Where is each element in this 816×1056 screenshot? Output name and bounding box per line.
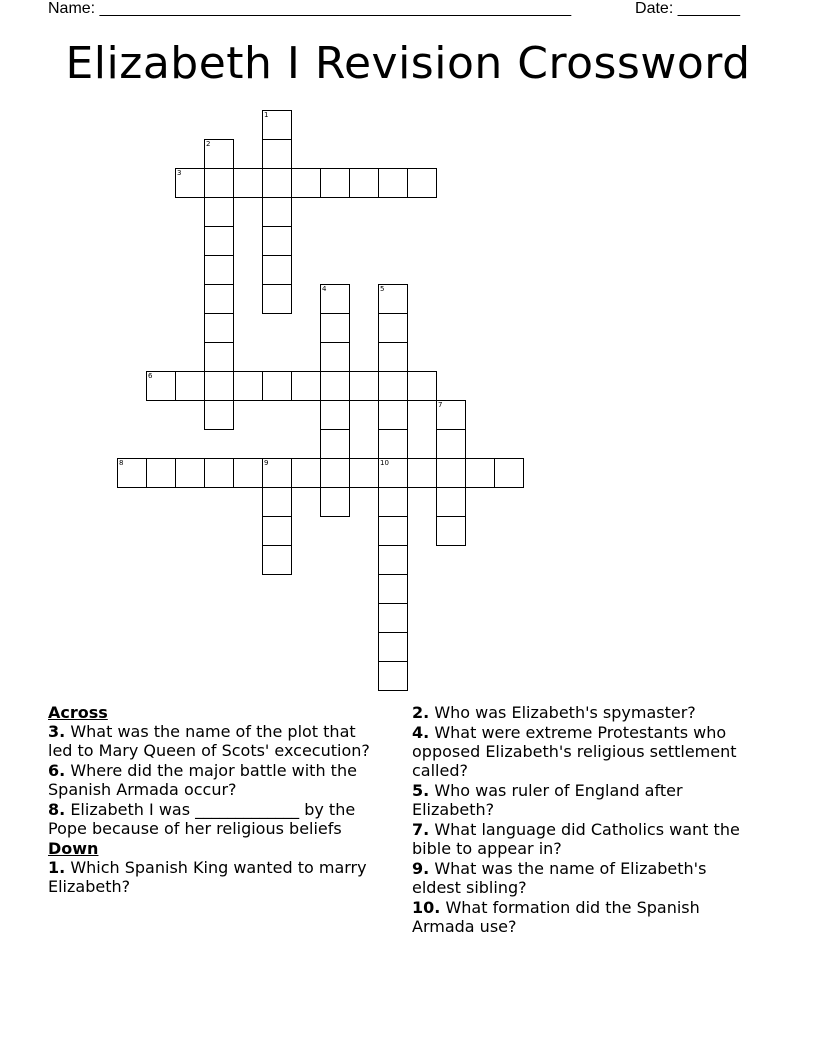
crossword-cell[interactable]	[320, 371, 350, 401]
crossword-cell[interactable]	[233, 458, 263, 488]
crossword-cell[interactable]	[233, 371, 263, 401]
crossword-cell[interactable]	[204, 284, 234, 314]
cell-number: 3	[177, 169, 182, 177]
crossword-cell[interactable]	[378, 400, 408, 430]
crossword-cell[interactable]	[494, 458, 524, 488]
clue-number: 8.	[48, 800, 66, 819]
cell-number: 4	[322, 285, 327, 293]
crossword-cell[interactable]	[262, 545, 292, 575]
clue-down-5	[412, 781, 757, 819]
crossword-cell[interactable]	[175, 458, 205, 488]
crossword-cell[interactable]	[204, 226, 234, 256]
crossword-cell[interactable]	[204, 458, 234, 488]
crossword-cell[interactable]	[320, 400, 350, 430]
crossword-cell[interactable]	[320, 429, 350, 459]
crossword-cell[interactable]	[378, 429, 408, 459]
crossword-cell[interactable]	[262, 139, 292, 169]
clue-down-4	[412, 723, 757, 780]
clue-text: What language did Catholics want the bible to appear in?	[412, 820, 740, 858]
clues-right-column	[412, 703, 757, 937]
across-heading: Across	[48, 703, 108, 722]
crossword-cell[interactable]	[262, 226, 292, 256]
cell-number: 8	[119, 459, 124, 467]
crossword-cell[interactable]	[146, 371, 176, 401]
crossword-cell[interactable]	[233, 168, 263, 198]
clue-number: 1.	[48, 858, 66, 877]
crossword-cell[interactable]	[436, 487, 466, 517]
crossword-cell[interactable]	[378, 603, 408, 633]
clue-text: Where did the major battle with the Spanish Armada occur?	[48, 761, 357, 799]
crossword-cell[interactable]	[204, 139, 234, 169]
crossword-cell[interactable]	[407, 371, 437, 401]
crossword-cell[interactable]	[204, 400, 234, 430]
clue-across-8	[48, 800, 383, 838]
crossword-cell[interactable]	[378, 168, 408, 198]
crossword-cell[interactable]	[349, 168, 379, 198]
crossword-cell[interactable]	[378, 632, 408, 662]
crossword-cell[interactable]	[320, 168, 350, 198]
clue-number: 10.	[412, 898, 441, 917]
crossword-cell[interactable]	[320, 342, 350, 372]
clue-text: What was the name of the plot that led to Mary Queen of Scots' excecution?	[48, 722, 370, 760]
crossword-cell[interactable]	[291, 168, 321, 198]
cell-number: 10	[380, 459, 389, 467]
clue-down-9	[412, 859, 757, 897]
name-field[interactable]: Name: _____________________________________________________	[48, 0, 572, 17]
cell-number: 7	[438, 401, 443, 409]
crossword-cell[interactable]	[436, 516, 466, 546]
crossword-cell[interactable]	[378, 284, 408, 314]
crossword-cell[interactable]	[349, 458, 379, 488]
clue-text: Which Spanish King wanted to marry Elizabeth?	[48, 858, 367, 896]
clue-down-2	[412, 703, 757, 722]
crossword-cell[interactable]	[204, 255, 234, 285]
crossword-cell[interactable]	[262, 284, 292, 314]
clues-left-column	[48, 703, 383, 897]
crossword-cell[interactable]	[204, 371, 234, 401]
date-field[interactable]: Date: _______	[635, 0, 740, 17]
crossword-cell[interactable]	[378, 342, 408, 372]
cell-number: 2	[206, 140, 211, 148]
crossword-cell[interactable]	[262, 516, 292, 546]
crossword-cell[interactable]	[378, 516, 408, 546]
crossword-cell[interactable]	[436, 400, 466, 430]
crossword-cell[interactable]	[291, 458, 321, 488]
clue-number: 4.	[412, 723, 430, 742]
clue-number: 3.	[48, 722, 66, 741]
down-heading: Down	[48, 839, 99, 858]
crossword-cell[interactable]	[262, 487, 292, 517]
crossword-cell[interactable]	[262, 168, 292, 198]
cell-number: 5	[380, 285, 385, 293]
crossword-cell[interactable]	[465, 458, 495, 488]
crossword-cell[interactable]	[204, 197, 234, 227]
cell-number: 1	[264, 111, 269, 119]
crossword-cell[interactable]	[262, 371, 292, 401]
crossword-cell[interactable]	[291, 371, 321, 401]
crossword-cell[interactable]	[378, 313, 408, 343]
clue-down-1	[48, 858, 383, 896]
clue-text: Who was ruler of England after Elizabeth?	[412, 781, 683, 819]
clue-text: What was the name of Elizabeth's eldest sibling?	[412, 859, 707, 897]
crossword-cell[interactable]	[262, 110, 292, 140]
clue-number: 7.	[412, 820, 430, 839]
crossword-cell[interactable]	[262, 255, 292, 285]
crossword-cell[interactable]	[436, 458, 466, 488]
crossword-cell[interactable]	[320, 487, 350, 517]
crossword-cell[interactable]	[320, 284, 350, 314]
clue-number: 6.	[48, 761, 66, 780]
crossword-cell[interactable]	[204, 313, 234, 343]
crossword-cell[interactable]	[320, 313, 350, 343]
cell-number: 6	[148, 372, 153, 380]
crossword-cell[interactable]	[378, 371, 408, 401]
clue-number: 2.	[412, 703, 430, 722]
cell-number: 9	[264, 459, 269, 467]
crossword-cell[interactable]	[378, 545, 408, 575]
clue-down-7	[412, 820, 757, 858]
crossword-cell[interactable]	[175, 371, 205, 401]
crossword-cell[interactable]	[117, 458, 147, 488]
clue-text: What were extreme Protestants who opposed Elizabeth's religious settlement called?	[412, 723, 737, 780]
clue-number: 5.	[412, 781, 430, 800]
crossword-cell[interactable]	[378, 661, 408, 691]
clue-across-6	[48, 761, 383, 799]
crossword-cell[interactable]	[407, 168, 437, 198]
crossword-cell[interactable]	[204, 168, 234, 198]
clue-text: Elizabeth I was _____________ by the Pope because of her religious beliefs	[48, 800, 356, 838]
crossword-cell[interactable]	[378, 487, 408, 517]
crossword-cell[interactable]	[204, 342, 234, 372]
clue-across-3	[48, 722, 383, 760]
crossword-cell[interactable]	[146, 458, 176, 488]
crossword-cell[interactable]	[175, 168, 205, 198]
clue-text: What formation did the Spanish Armada use?	[412, 898, 700, 936]
crossword-cell[interactable]	[262, 458, 292, 488]
clue-number: 9.	[412, 859, 430, 878]
crossword-cell[interactable]	[349, 371, 379, 401]
clue-text: Who was Elizabeth's spymaster?	[434, 703, 696, 722]
page-title: Elizabeth I Revision Crossword	[65, 38, 751, 89]
crossword-cell[interactable]	[407, 458, 437, 488]
crossword-cell[interactable]	[378, 574, 408, 604]
crossword-cell[interactable]	[378, 458, 408, 488]
crossword-cell[interactable]	[436, 429, 466, 459]
crossword-cell[interactable]	[262, 197, 292, 227]
crossword-cell[interactable]	[320, 458, 350, 488]
clue-down-10	[412, 898, 757, 936]
